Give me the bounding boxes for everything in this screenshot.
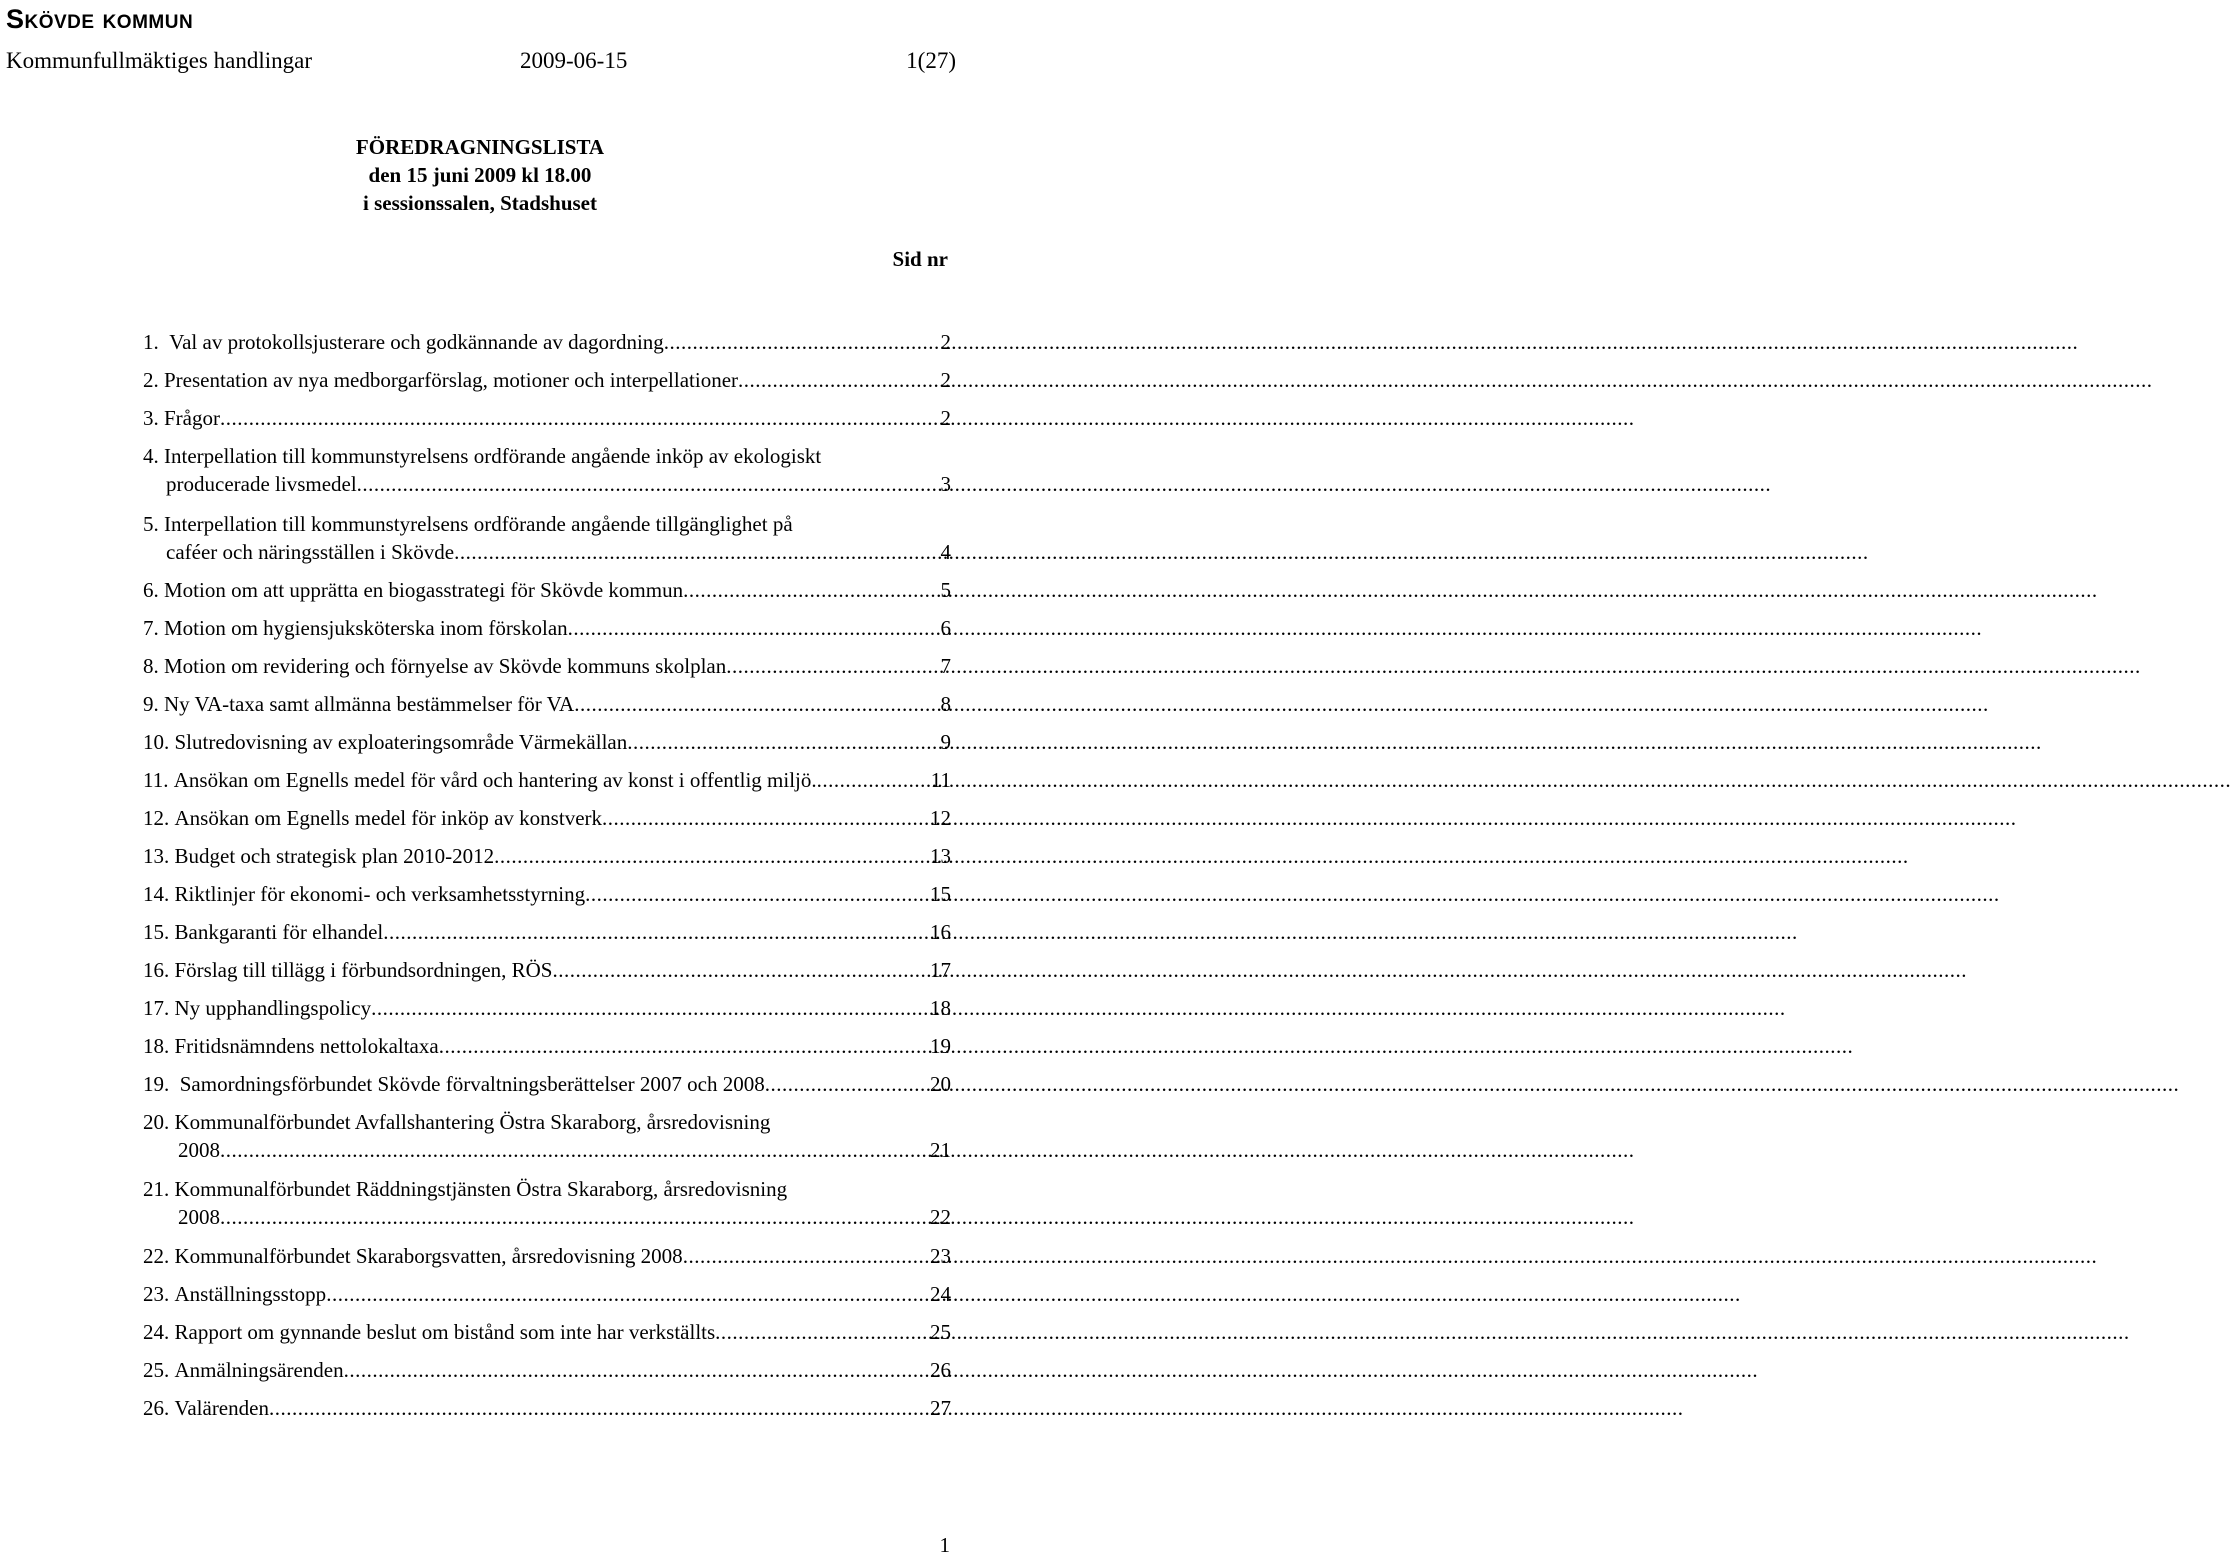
toc-item xyxy=(143,652,951,680)
toc-item xyxy=(143,728,951,756)
document-header xyxy=(6,44,956,78)
toc-item-page: 26 xyxy=(930,1358,951,1382)
toc-item-number: 4. xyxy=(143,444,164,468)
toc-dot-leader xyxy=(383,918,928,946)
page-column-label: Sid nr xyxy=(892,247,948,271)
toc-item-page: 20 xyxy=(930,1072,951,1096)
toc-item-number: 24. xyxy=(143,1320,175,1344)
toc-dot-leader xyxy=(574,690,938,718)
toc-dot-leader xyxy=(439,1032,928,1060)
toc-item-title: Anmälningsärenden xyxy=(174,1358,344,1382)
toc-item-page: 13 xyxy=(930,844,951,868)
toc-item-title: Motion om revidering och förnyelse av Skövde kommuns skolplan xyxy=(164,654,727,678)
toc-dot-leader xyxy=(602,804,928,832)
toc-item-number: 2. xyxy=(143,368,164,392)
toc-item-number: 22. xyxy=(143,1244,175,1268)
toc-item xyxy=(143,804,951,832)
toc-item-title: Kommunalförbundet Skaraborgsvatten, årsredovisning 2008 xyxy=(174,1244,683,1268)
toc-item-number: 17. xyxy=(143,996,175,1020)
toc-item-title: producerade livsmedel xyxy=(166,472,357,496)
toc-item-line xyxy=(143,1356,951,1384)
toc-item-line xyxy=(143,880,951,908)
toc-item-page: 11 xyxy=(930,768,951,792)
toc-item-number: 10. xyxy=(143,730,175,754)
toc-item-number: 6. xyxy=(143,578,164,602)
toc-item-number: 3. xyxy=(143,406,164,430)
toc-item-number: 18. xyxy=(143,1034,175,1058)
page-counter: 1(27) xyxy=(906,48,956,73)
toc-item xyxy=(143,1356,951,1384)
toc-item-page: 21 xyxy=(930,1138,951,1162)
toc-item xyxy=(143,1175,951,1231)
toc-dot-leader xyxy=(220,1136,928,1164)
toc-item-number: 23. xyxy=(143,1282,175,1306)
toc-item-page: 7 xyxy=(940,654,951,678)
toc-item-title: Val av protokollsjusterare och godkännande av dagordning xyxy=(169,330,664,354)
toc-item-page: 6 xyxy=(940,616,951,640)
toc-item-line xyxy=(143,442,951,470)
toc-item-line xyxy=(143,366,951,394)
toc-item xyxy=(143,1070,951,1098)
toc-item-title: 2008 xyxy=(178,1205,220,1229)
toc-item-title: Ny VA-taxa samt allmänna bestämmelser för VA xyxy=(164,692,575,716)
toc-item-line xyxy=(143,470,951,498)
agenda-location: i sessionssalen, Stadshuset xyxy=(363,191,597,215)
toc-item-line xyxy=(143,1280,951,1308)
toc-item-line xyxy=(143,1318,951,1346)
toc-item-line xyxy=(143,652,951,680)
toc-item-line xyxy=(143,328,951,356)
toc-item-page: 24 xyxy=(930,1282,951,1306)
toc-item-number: 20. xyxy=(143,1110,175,1134)
toc-item-title: Riktlinjer för ekonomi- och verksamhetsstyrning xyxy=(174,882,586,906)
toc-item xyxy=(143,1108,951,1164)
toc-item-number: 8. xyxy=(143,654,164,678)
toc-item-line xyxy=(143,956,951,984)
toc-dot-leader xyxy=(715,1318,928,1346)
toc-item-title: Interpellation till kommunstyrelsens ordförande angående inköp av ekologiskt xyxy=(164,444,822,468)
toc-item-page: 15 xyxy=(930,882,951,906)
toc-item xyxy=(143,956,951,984)
toc-item-title: Ny upphandlingspolicy xyxy=(174,996,372,1020)
toc-item-title: Motion om att upprätta en biogasstrategi för Skövde kommun xyxy=(164,578,684,602)
toc-item-number: 5. xyxy=(143,512,164,536)
toc-item-title: Slutredovisning av exploateringsområde Värmekällan xyxy=(174,730,628,754)
toc-item-page: 8 xyxy=(940,692,951,716)
toc-item-title: Kommunalförbundet Avfallshantering Östra Skaraborg, årsredovisning xyxy=(174,1110,771,1134)
toc-item-line xyxy=(143,1070,951,1098)
toc-item-page: 23 xyxy=(930,1244,951,1268)
toc-item-title: Fritidsnämndens nettolokaltaxa xyxy=(174,1034,439,1058)
municipality-logo: Skövde kommun xyxy=(6,4,194,34)
toc-item-title: Anställningsstopp xyxy=(174,1282,327,1306)
toc-item-number: 12. xyxy=(143,806,175,830)
toc-item-page: 2 xyxy=(940,368,951,392)
toc-item-title: Bankgaranti för elhandel xyxy=(174,920,384,944)
toc-item-page: 17 xyxy=(930,958,951,982)
toc-dot-leader xyxy=(357,470,939,498)
toc-item-page: 19 xyxy=(930,1034,951,1058)
toc-item-title: Motion om hygiensjuksköterska inom förskolan xyxy=(164,616,568,640)
toc-dot-leader xyxy=(726,652,938,680)
toc-item xyxy=(143,404,951,432)
toc-item-title: Interpellation till kommunstyrelsens ordförande angående tillgänglighet på xyxy=(164,512,793,536)
toc-dot-leader xyxy=(269,1394,928,1422)
toc-item-number: 26. xyxy=(143,1396,175,1420)
toc-dot-leader xyxy=(553,956,929,984)
toc-item xyxy=(143,1318,951,1346)
toc-item-title: Ansökan om Egnells medel för inköp av konstverk xyxy=(174,806,603,830)
toc-item xyxy=(143,1242,951,1270)
toc-item-title: Frågor xyxy=(164,406,220,430)
toc-item-line xyxy=(143,1175,951,1203)
toc-item xyxy=(143,576,951,604)
toc-item-line xyxy=(143,510,951,538)
toc-item-number: 21. xyxy=(143,1177,175,1201)
toc-dot-leader xyxy=(371,994,928,1022)
toc-item-page: 3 xyxy=(940,472,951,496)
toc-item-line xyxy=(143,766,951,794)
toc-dot-leader xyxy=(585,880,928,908)
toc-dot-leader xyxy=(568,614,939,642)
toc-item-page: 16 xyxy=(930,920,951,944)
toc-item-line xyxy=(143,728,951,756)
toc-dot-leader xyxy=(220,1203,928,1231)
toc-item xyxy=(143,1032,951,1060)
toc-dot-leader xyxy=(765,1070,928,1098)
toc-item-title: Valärenden xyxy=(174,1396,269,1420)
toc-item-number: 19. xyxy=(143,1072,180,1096)
toc-item-line xyxy=(143,842,951,870)
toc-item-title: Budget och strategisk plan 2010-2012 xyxy=(174,844,495,868)
toc-dot-leader xyxy=(683,1242,928,1270)
toc-item-title: Presentation av nya medborgarförslag, motioner och interpellationer xyxy=(164,368,739,392)
agenda-date-time: den 15 juni 2009 kl 18.00 xyxy=(368,163,592,187)
toc-item xyxy=(143,328,951,356)
toc-item xyxy=(143,1394,951,1422)
toc-item xyxy=(143,880,951,908)
toc-dot-leader xyxy=(683,576,938,604)
toc-item xyxy=(143,1280,951,1308)
toc-item-number: 9. xyxy=(143,692,164,716)
toc-item-line xyxy=(143,918,951,946)
toc-item xyxy=(143,766,951,794)
toc-item-number: 14. xyxy=(143,882,175,906)
toc-item-title: Ansökan om Egnells medel för vård och hantering av konst i offentlig miljö. xyxy=(173,768,817,792)
document-date: 2009-06-15 xyxy=(520,48,628,73)
toc-item xyxy=(143,918,951,946)
agenda-heading: FÖREDRAGNINGSLISTA xyxy=(355,135,605,159)
toc-dot-leader xyxy=(627,728,938,756)
toc-dot-leader xyxy=(817,766,929,794)
toc-item-title: Rapport om gynnande beslut om bistånd som inte har verkställts xyxy=(174,1320,716,1344)
toc-item-page: 5 xyxy=(940,578,951,602)
toc-dot-leader xyxy=(454,538,938,566)
toc-item-line xyxy=(143,538,951,566)
toc-item xyxy=(143,994,951,1022)
toc-item-page: 2 xyxy=(940,330,951,354)
toc-dot-leader xyxy=(220,404,939,432)
toc-item-title: Förslag till tillägg i förbundsordningen, RÖS xyxy=(174,958,553,982)
toc-item-line xyxy=(143,614,951,642)
toc-item-line xyxy=(143,994,951,1022)
footer-page-number: 1 xyxy=(939,1533,950,1557)
toc-item-page: 25 xyxy=(930,1320,951,1344)
toc-item-title: 2008 xyxy=(178,1138,220,1162)
toc-item-line xyxy=(143,1203,951,1231)
toc-item xyxy=(143,510,951,566)
toc-item-line xyxy=(143,690,951,718)
toc-item-page: 9 xyxy=(940,730,951,754)
toc-dot-leader xyxy=(738,366,938,394)
toc-item-number: 11. xyxy=(143,768,174,792)
toc-item-line xyxy=(143,1242,951,1270)
toc-item-line xyxy=(143,404,951,432)
toc-item-number: 15. xyxy=(143,920,175,944)
toc-item-line xyxy=(143,1394,951,1422)
toc-item xyxy=(143,614,951,642)
toc-item-title: caféer och näringsställen i Skövde xyxy=(166,540,455,564)
toc-item-page: 18 xyxy=(930,996,951,1020)
toc-item-line xyxy=(143,1136,951,1164)
toc-dot-leader xyxy=(344,1356,928,1384)
toc-item xyxy=(143,690,951,718)
toc-item-page: 12 xyxy=(930,806,951,830)
toc-dot-leader xyxy=(664,328,939,356)
toc-item xyxy=(143,842,951,870)
toc-item-page: 4 xyxy=(940,540,951,564)
toc-item-page: 27 xyxy=(930,1396,951,1420)
toc-item-title: Kommunalförbundet Räddningstjänsten Östra Skaraborg, årsredovisning xyxy=(174,1177,788,1201)
toc-item-title: Samordningsförbundet Skövde förvaltningsberättelser 2007 och 2008 xyxy=(179,1072,765,1096)
toc-item-line xyxy=(143,804,951,832)
toc-item-number: 7. xyxy=(143,616,164,640)
toc-item-page: 2 xyxy=(940,406,951,430)
toc-dot-leader xyxy=(494,842,928,870)
toc-item-page: 22 xyxy=(930,1205,951,1229)
toc-item-line xyxy=(143,576,951,604)
toc-item-number: 25. xyxy=(143,1358,175,1382)
toc-item xyxy=(143,366,951,394)
toc-item-number: 1. xyxy=(143,330,170,354)
document-title: Kommunfullmäktiges handlingar xyxy=(6,48,312,73)
toc-dot-leader xyxy=(326,1280,928,1308)
toc-item xyxy=(143,442,951,498)
toc-item-line xyxy=(143,1032,951,1060)
toc-item-number: 16. xyxy=(143,958,175,982)
toc-item-number: 13. xyxy=(143,844,175,868)
toc-item-line xyxy=(143,1108,951,1136)
